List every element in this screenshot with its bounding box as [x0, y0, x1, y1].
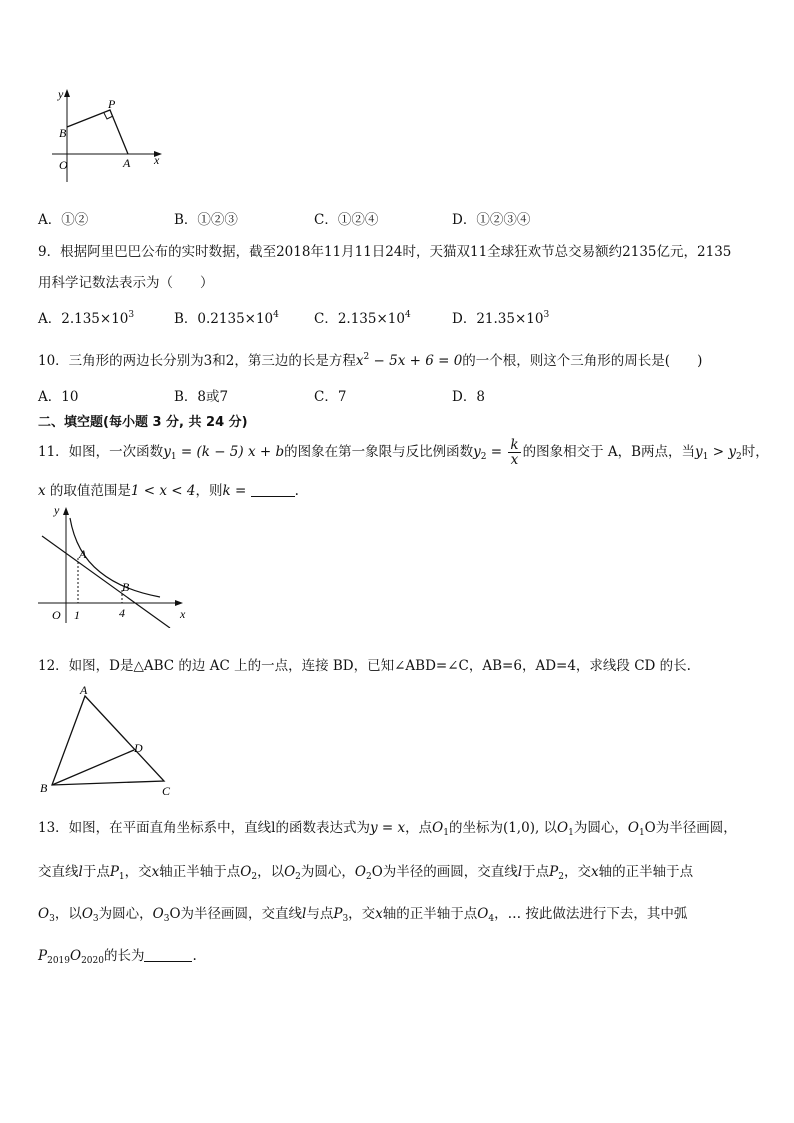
- q10-stem: 10．三角形的两边长分别为3和2，第三边的长是方程$x^2 - 5x + 6 = 0$的一个根，则这个三角形的周长是( ): [38, 352, 703, 369]
- q13-line1: 13．如图，在平面直角坐标系中，直线l的函数表达式为y = x，点$O_1$的坐标为(1,0), 以$O_1$为圆心，$O_1O$为半径画圆，: [38, 820, 737, 838]
- q10-options: [38, 385, 758, 403]
- fig12-triangle-abc: [52, 696, 164, 785]
- figure-q11: [30, 498, 195, 628]
- q11-answer-blank[interactable]: [251, 482, 295, 497]
- fig11-tick-1: 1: [74, 608, 80, 622]
- q13-line2: 交直线l于点$P_1$，交x轴正半轴于点$O_2$，以$O_2$为圆心，$O_2O$为半径的画圆，交直线l于点$P_2$，交x轴的正半轴于点: [38, 864, 694, 882]
- fig8-label-a: A: [123, 156, 131, 170]
- q10-option-b[interactable]: B．8或7: [174, 389, 229, 405]
- fig8-label-x: x: [154, 153, 160, 167]
- q10-option-d[interactable]: D．8: [452, 389, 485, 405]
- fig8-label-y: y: [58, 87, 64, 101]
- fig8-segments: [67, 110, 128, 154]
- q12-text: 12．如图，D是△ABC 的边 AC 上的一点，连接 BD，已知∠ABD=∠C，AB=6，AD=4，求线段 CD 的长.: [38, 658, 691, 674]
- q9-option-d[interactable]: D．$21.35\times 10^3$: [452, 310, 550, 327]
- q8-option-d[interactable]: D．①②③④: [452, 212, 531, 228]
- fig8-y-arrow: [64, 89, 70, 97]
- q8-option-a[interactable]: A．①②: [38, 212, 89, 228]
- fig8-label-p: P: [108, 97, 116, 111]
- fig11-y-arrow: [63, 507, 69, 515]
- figure-q12: [34, 682, 184, 802]
- fig11-label-a: A: [79, 547, 87, 561]
- q10-option-c[interactable]: C．7: [314, 389, 347, 405]
- q9-option-a[interactable]: A．$2.135\times 10^3$: [38, 310, 135, 327]
- fig12-segment-bd: [52, 750, 134, 785]
- fig11-label-o: O: [52, 608, 61, 622]
- q13-line3: $O_3$，以$O_3$为圆心，$O_3O$为半径画圆，交直线l与点$P_3$，交x轴的正半轴于点$O_4$，… 按此做法进行下去，其中弧: [38, 906, 688, 924]
- fig8-label-b: B: [59, 126, 67, 140]
- fig12-label-b: B: [40, 781, 48, 795]
- q11-line2: x 的取值范围是1 < x < 4，则k = .: [38, 483, 299, 499]
- q9-options: [38, 307, 758, 327]
- figure-q8: [40, 82, 170, 192]
- q8-option-b[interactable]: B．①②③: [174, 212, 238, 228]
- fig11-label-x: x: [180, 607, 186, 621]
- q9-line1: 9．根据阿里巴巴公布的实时数据，截至2018年11月11日24时，天猫双11全球狂欢节总交易额约2135亿元，2135: [38, 244, 732, 260]
- q13-answer-blank[interactable]: [144, 947, 192, 962]
- fig11-tick-4: 4: [119, 606, 125, 620]
- fig11-x-arrow: [175, 600, 183, 606]
- q9-option-c[interactable]: C．$2.135\times 10^4$: [314, 310, 411, 327]
- fig12-label-d: D: [134, 741, 143, 755]
- fig11-label-y: y: [54, 503, 60, 517]
- q8-option-c[interactable]: C．①②④: [314, 212, 379, 228]
- fig11-line-graph: [42, 536, 170, 628]
- q8-options: [38, 208, 758, 226]
- q13-line4: $P_{2019}O_{2020}$的长为 .: [38, 948, 197, 966]
- q11-line1: 11．如图，一次函数$y_1 = (k - 5) x + b$的图象在第一象限与反比例函数$y_2$ = $\frac{k}{x}$ 的图象相交于 A，B两点，当$y_1 > y_2$时，: [38, 437, 769, 468]
- section-heading-fill-blank: 二、填空题(每小题 3 分, 共 24 分): [38, 415, 248, 430]
- q10-option-a[interactable]: A．10: [38, 389, 79, 405]
- q9-option-b[interactable]: B．$0.2135\times 10^4$: [174, 310, 279, 327]
- q9-line2: 用科学记数法表示为（ ）: [38, 275, 214, 291]
- fig8-label-o: O: [59, 158, 68, 172]
- fig12-label-a: A: [80, 683, 88, 697]
- fig11-label-b: B: [122, 580, 130, 594]
- fig12-label-c: C: [162, 784, 171, 798]
